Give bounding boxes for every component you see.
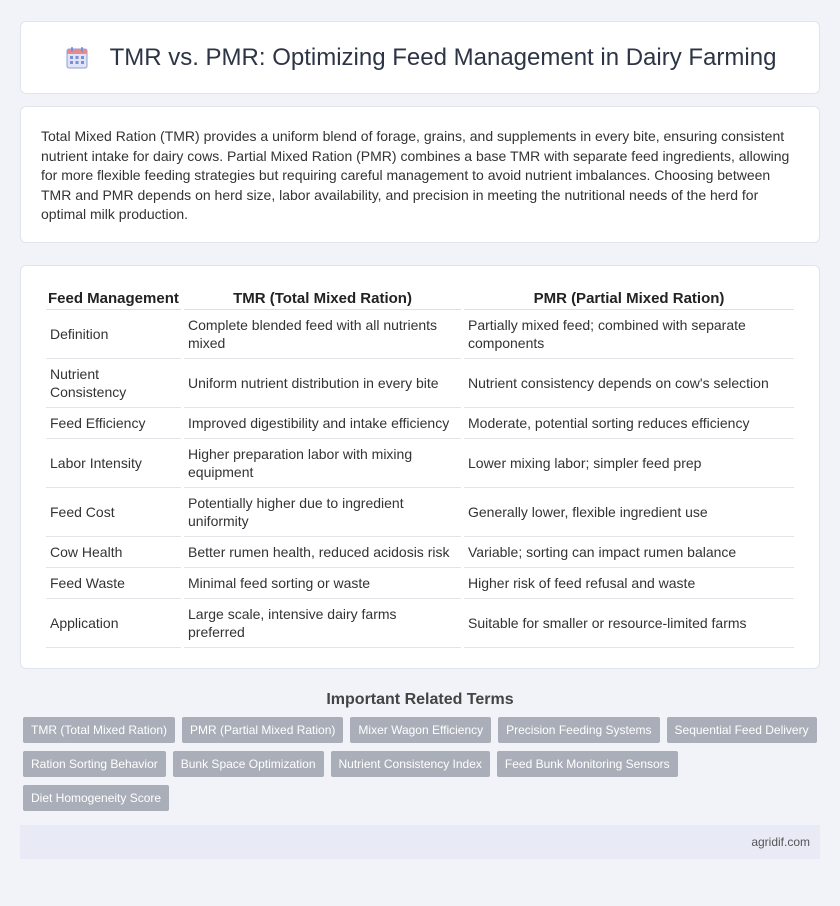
- column-header-tmr: TMR (Total Mixed Ration): [184, 287, 461, 310]
- title-card: [20, 21, 820, 94]
- tmr-cell: Better rumen health, reduced acidosis risk: [184, 537, 461, 568]
- table-row: [46, 408, 794, 439]
- related-term-tag[interactable]: Precision Feeding Systems: [498, 717, 659, 743]
- related-term-tag[interactable]: Diet Homogeneity Score: [23, 785, 169, 811]
- related-term-tag[interactable]: Ration Sorting Behavior: [23, 751, 166, 777]
- tmr-cell: Higher preparation labor with mixing equipment: [184, 439, 461, 488]
- pmr-cell: Higher risk of feed refusal and waste: [464, 568, 794, 599]
- pmr-cell: Generally lower, flexible ingredient use: [464, 488, 794, 537]
- related-terms-heading: Important Related Terms: [326, 691, 514, 708]
- comparison-table: [43, 287, 797, 648]
- pmr-cell: Nutrient consistency depends on cow's selection: [464, 359, 794, 408]
- pmr-cell: Suitable for smaller or resource-limited farms: [464, 599, 794, 648]
- row-label: Feed Waste: [46, 568, 181, 599]
- footer-site-link[interactable]: agridif.com: [751, 835, 810, 849]
- intro-card: [20, 106, 820, 243]
- pmr-cell: Variable; sorting can impact rumen balance: [464, 537, 794, 568]
- related-terms-list: [0, 717, 840, 811]
- related-term-tag[interactable]: Bunk Space Optimization: [173, 751, 324, 777]
- row-label: Application: [46, 599, 181, 648]
- pmr-cell: Partially mixed feed; combined with separate components: [464, 310, 794, 359]
- table-row: [46, 310, 794, 359]
- pmr-cell: Lower mixing labor; simpler feed prep: [464, 439, 794, 488]
- tmr-cell: Improved digestibility and intake efficiency: [184, 408, 461, 439]
- tmr-cell: Potentially higher due to ingredient uniformity: [184, 488, 461, 537]
- row-label: Nutrient Consistency: [46, 359, 181, 408]
- footer: [20, 825, 820, 859]
- related-term-tag[interactable]: Feed Bunk Monitoring Sensors: [497, 751, 678, 777]
- table-header-row: [46, 287, 794, 310]
- row-label: Definition: [46, 310, 181, 359]
- related-term-tag[interactable]: Mixer Wagon Efficiency: [350, 717, 491, 743]
- table-row: [46, 439, 794, 488]
- table-row: [46, 359, 794, 408]
- related-term-tag[interactable]: Sequential Feed Delivery: [667, 717, 817, 743]
- row-label: Labor Intensity: [46, 439, 181, 488]
- row-label: Cow Health: [46, 537, 181, 568]
- tmr-cell: Uniform nutrient distribution in every bite: [184, 359, 461, 408]
- intro-text: Total Mixed Ration (TMR) provides a uniform blend of forage, grains, and supplements in every bite, ensuring consistent nutrient intake for dairy cows. Partial Mixed Ration (PMR) combines a base TMR with separate feed ingredients, allowing for more flexible feeding strategies but requiring careful management to avoid nutrient imbalances. Choosing between TMR and PMR depends on herd size, labor availability, and precision in meeting the nutritional needs of the herd for optimal milk production.: [41, 128, 790, 222]
- row-label: Feed Efficiency: [46, 408, 181, 439]
- calendar-icon: [64, 45, 90, 71]
- related-term-tag[interactable]: Nutrient Consistency Index: [331, 751, 490, 777]
- related-term-tag[interactable]: PMR (Partial Mixed Ration): [182, 717, 343, 743]
- tmr-cell: Large scale, intensive dairy farms preferred: [184, 599, 461, 648]
- row-label: Feed Cost: [46, 488, 181, 537]
- tmr-cell: Complete blended feed with all nutrients mixed: [184, 310, 461, 359]
- pmr-cell: Moderate, potential sorting reduces efficiency: [464, 408, 794, 439]
- table-row: [46, 537, 794, 568]
- table-row: [46, 488, 794, 537]
- comparison-table-card: [20, 265, 820, 669]
- related-term-tag[interactable]: TMR (Total Mixed Ration): [23, 717, 175, 743]
- table-row: [46, 568, 794, 599]
- table-row: [46, 599, 794, 648]
- page-title: TMR vs. PMR: Optimizing Feed Management in Dairy Farming: [109, 43, 777, 71]
- column-header-pmr: PMR (Partial Mixed Ration): [464, 287, 794, 310]
- column-header-feed-management: Feed Management: [46, 287, 181, 310]
- tmr-cell: Minimal feed sorting or waste: [184, 568, 461, 599]
